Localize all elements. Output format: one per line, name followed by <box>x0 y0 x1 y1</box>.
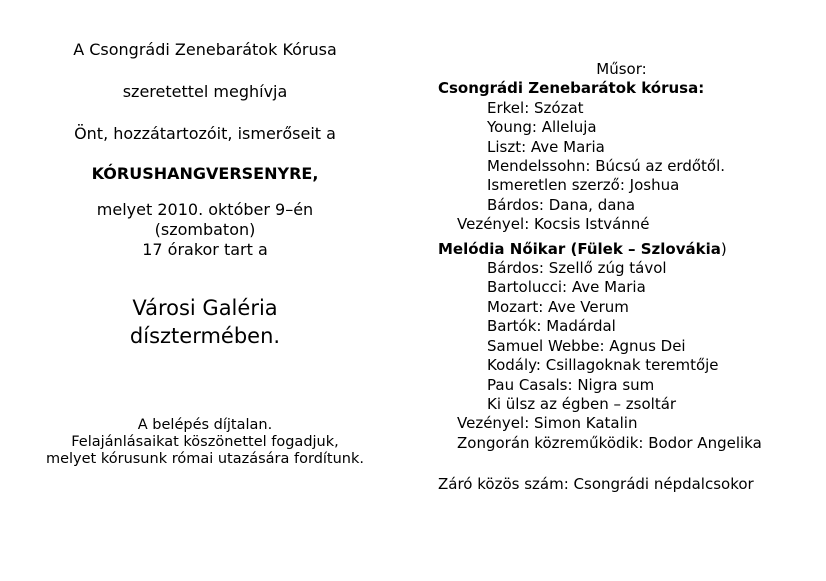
time-line: 17 órakor tart a <box>142 240 268 259</box>
free-entry-line: A belépés díjtalan. <box>137 417 273 433</box>
group2-title-suffix: ) <box>720 239 727 258</box>
invitation-host-line: A Csongrádi Zenebarátok Kórusa <box>73 40 337 59</box>
invitation-guests-line: Önt, hozzátartozóit, ismerőseit a <box>74 124 336 143</box>
group2-conductor: Vezényel: Simon Katalin <box>457 414 638 433</box>
program-item: Bartolucci: Ave Maria <box>487 278 646 297</box>
program-column <box>438 60 823 495</box>
program-item: Mendelssohn: Búcsú az erdőtől. <box>487 157 726 176</box>
program-item: Liszt: Ave Maria <box>487 137 605 156</box>
venue-name: Városi Galéria <box>132 296 278 320</box>
donations-line: Felajánlásaikat köszönettel fogadjuk, <box>71 434 339 450</box>
concert-headline: KÓRUSHANGVERSENYRE, <box>91 164 319 183</box>
program-item: Kodály: Csillagoknak teremtője <box>487 356 719 375</box>
program-item: Samuel Webbe: Agnus Dei <box>487 336 686 355</box>
venue-room: dísztermében. <box>129 324 281 348</box>
closing-piece: Záró közös szám: Csongrádi népdalcsokor <box>438 475 754 494</box>
program-item: Bárdos: Dana, dana <box>487 195 636 214</box>
program-item: Bartók: Madárdal <box>487 317 616 336</box>
weekday-line: (szombaton) <box>154 220 256 239</box>
group1-conductor: Vezényel: Kocsis Istvánné <box>457 215 650 234</box>
program-item: Ki ülsz az égben – zsoltár <box>487 394 677 413</box>
date-time-block <box>10 200 400 260</box>
group2-title: Melódia Nőikar (Fülek – Szlovákia <box>438 239 721 258</box>
invitation-invites-line: szeretettel meghívja <box>122 82 288 101</box>
program-heading: Műsor: <box>596 60 647 78</box>
group2-accompanist: Zongorán közreműködik: Bodor Angelika <box>457 433 762 452</box>
group1-title: Csongrádi Zenebarátok kórusa: <box>438 79 705 98</box>
program-item: Bárdos: Szellő zúg távol <box>487 259 667 278</box>
program-item: Pau Casals: Nigra sum <box>487 375 655 394</box>
donations-purpose-line: melyet kórusunk római utazására fordítunk. <box>45 451 365 467</box>
program-item: Erkel: Szózat <box>487 98 584 117</box>
program-item: Mozart: Ave Verum <box>487 297 629 316</box>
group2-title-row <box>438 240 823 259</box>
invitation-column <box>10 40 400 468</box>
date-line: melyet 2010. október 9–én <box>96 200 314 219</box>
venue-block <box>10 294 400 350</box>
entry-info-block <box>10 417 400 468</box>
program-item: Ismeretlen szerző: Joshua <box>487 176 680 195</box>
program-item: Young: Alleluja <box>487 118 597 137</box>
